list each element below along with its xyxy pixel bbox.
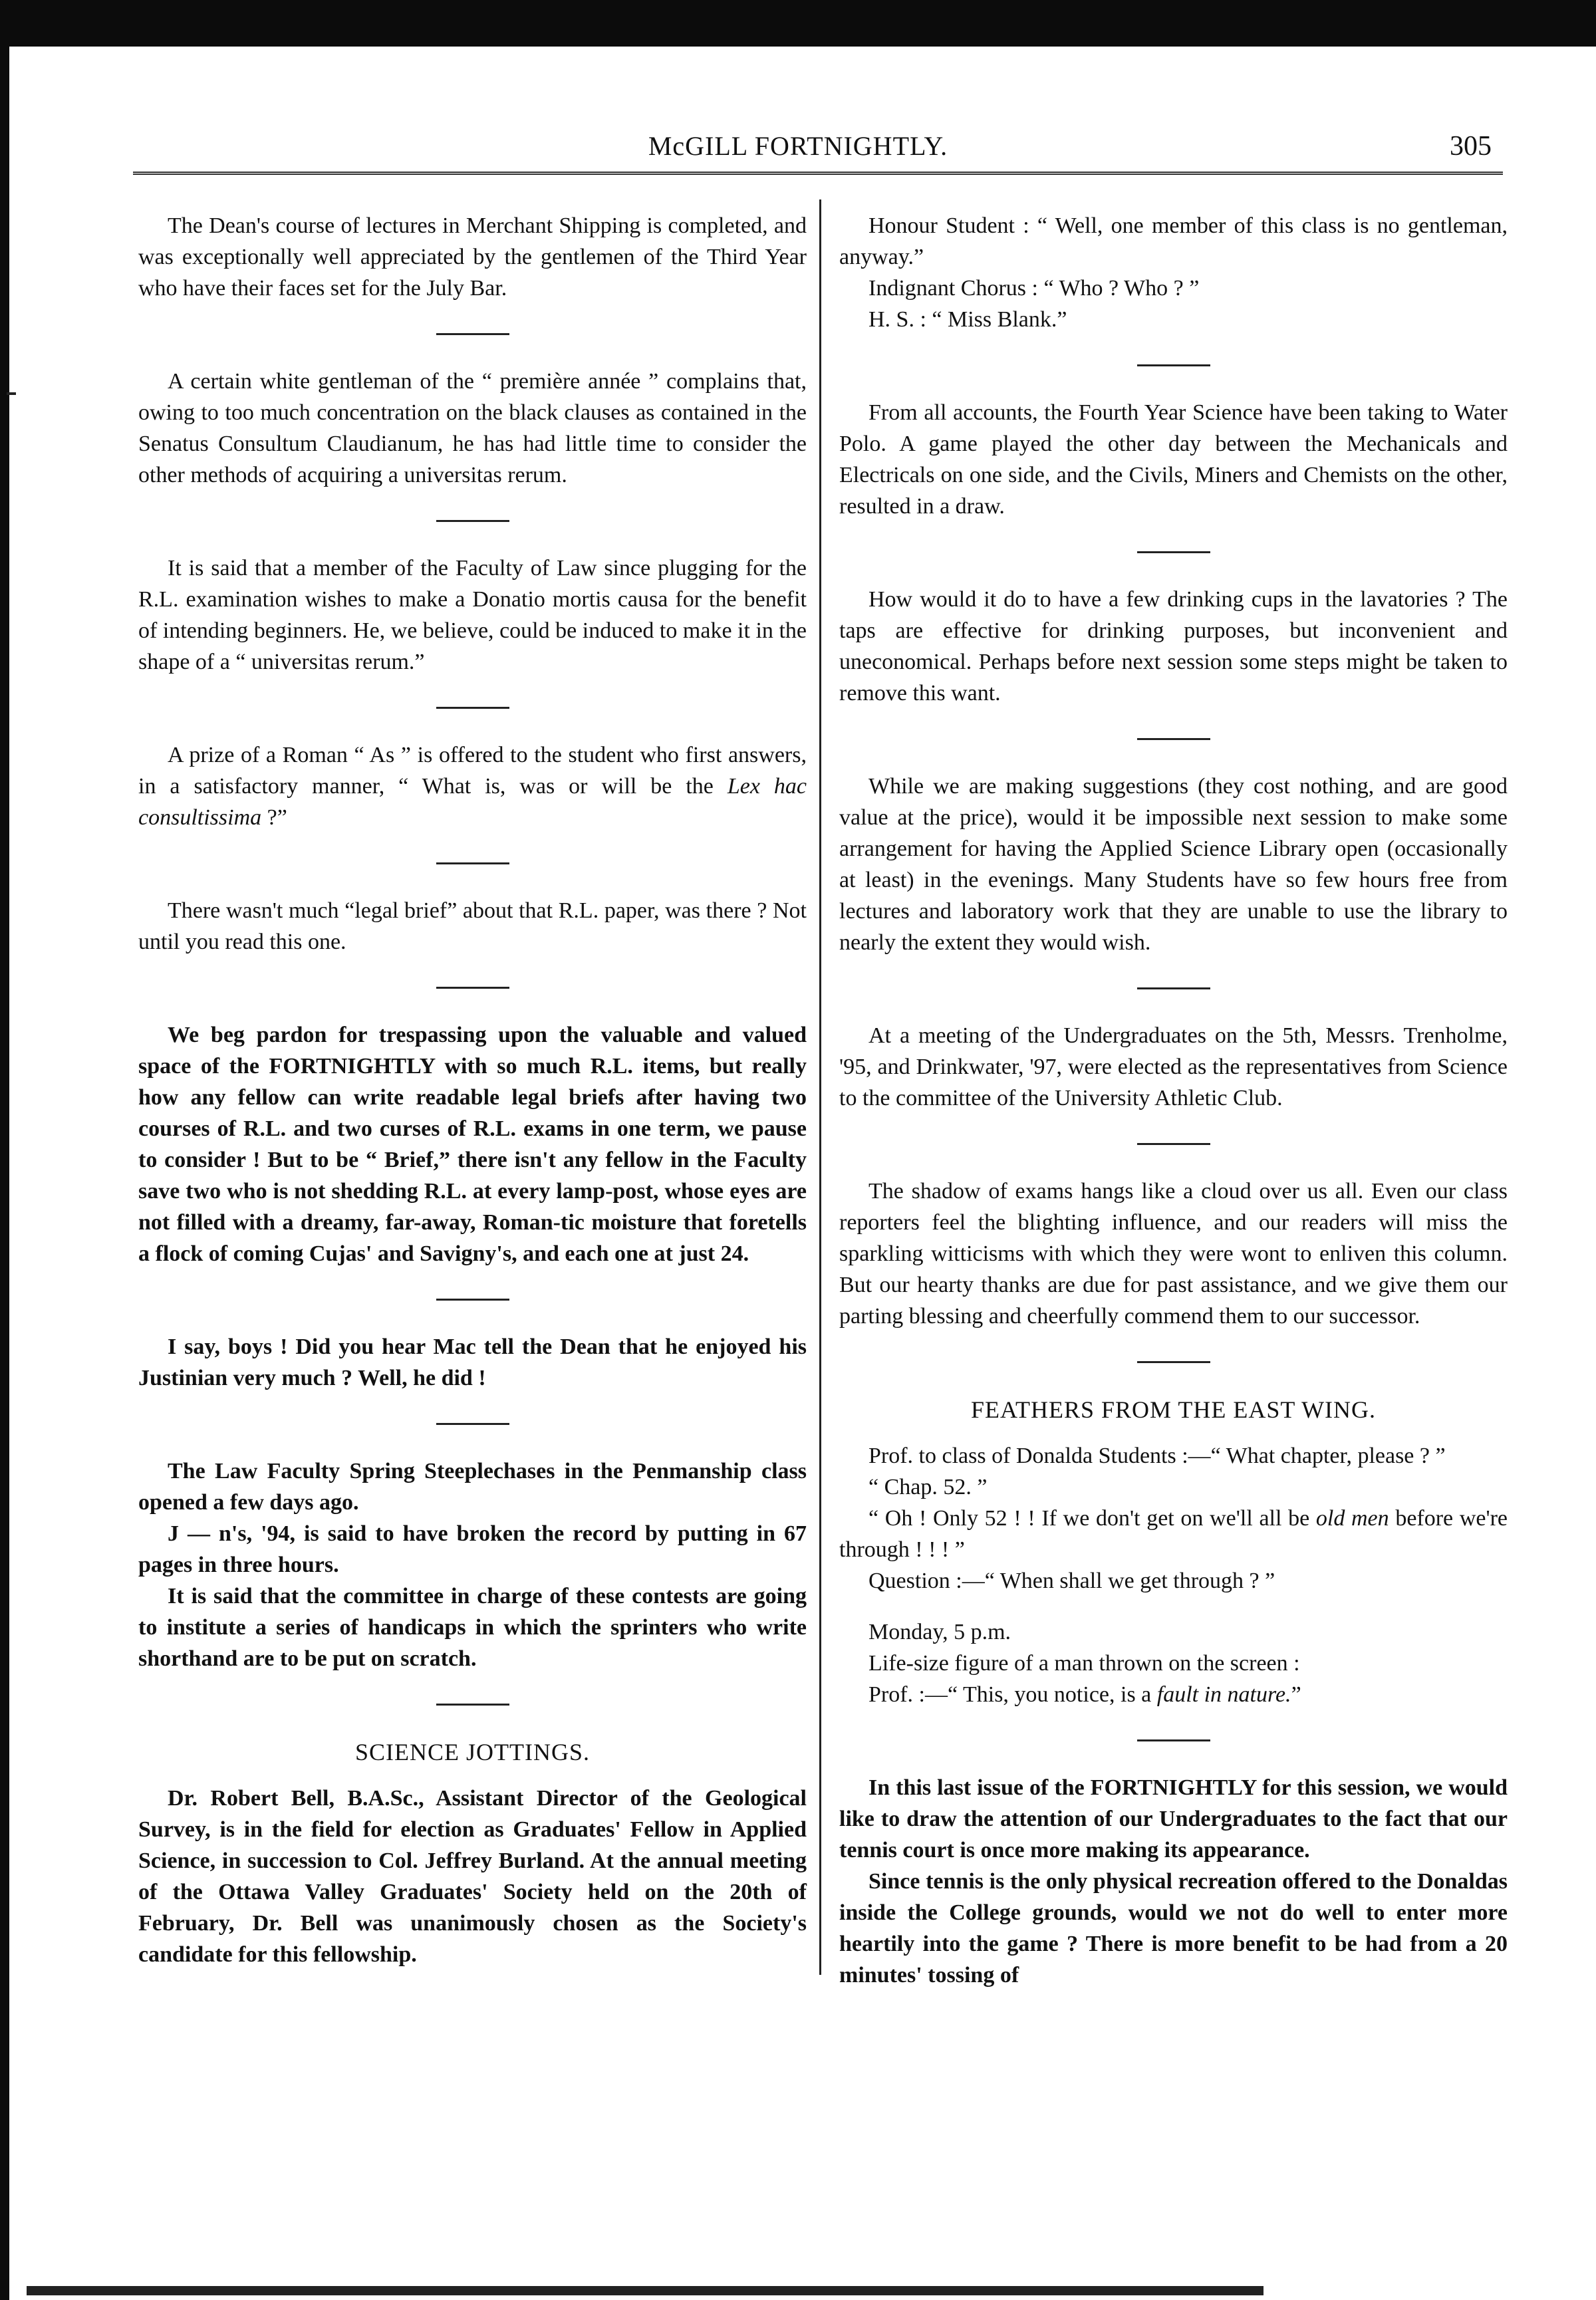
italic-text: fault in nature. xyxy=(1156,1682,1291,1707)
paragraph: A certain white gentleman of the “ première année ” complains that, owing to too much concentration on the black clauses as contained in the Senatus Consultum Claudianum, he has had little time to consider the other methods of acquiring a universitas rerum. xyxy=(138,369,807,487)
paragraph: Prof. to class of Donalda Students :—“ What chapter, please ? ” xyxy=(868,1444,1446,1468)
text-run: ” xyxy=(1291,1682,1301,1707)
paragraph xyxy=(839,1503,1508,1565)
scan-border-left xyxy=(0,0,9,2300)
page-header-title: McGILL FORTNIGHTLY. xyxy=(648,131,948,161)
separator-rule xyxy=(436,1423,509,1425)
paragraph: At a meeting of the Undergraduates on the 5th, Messrs. Trenholme, '95, and Drinkwater, '97, were elected as the representatives from Science to the committee of the University Athletic Club. xyxy=(839,1023,1508,1110)
text-run: “ Oh ! Only 52 ! ! If we don't get on we'll all be xyxy=(868,1506,1316,1531)
column-divider xyxy=(819,199,821,1975)
separator-rule xyxy=(436,1704,509,1706)
separator-rule xyxy=(1137,551,1210,553)
separator-rule xyxy=(436,1299,509,1301)
paragraph: We beg pardon for trespassing upon the valuable and valued space of the FORTNIGHTLY with so much R.L. items, but really how any fellow can write readable legal briefs after having two courses of R.L. and two curses of R.L. exams in one term, we pause to consider ! But to be “ Brief,” there isn't any fellow in the Faculty save two who is not shedding R.L. at every lamp-post, whose eyes are not filled with a dreamy, far-away, Roman-tic moisture that foretells a flock of coming Cujas' and Savigny's, and each one at just 24. xyxy=(138,1023,807,1266)
italic-text: Lex hac consultissima xyxy=(138,774,807,830)
separator-rule xyxy=(436,862,509,864)
left-column xyxy=(138,210,807,1970)
paragraph: How would it do to have a few drinking cups in the lavatories ? The taps are effective for drinking purposes, but inconvenient and uneconomical. Perhaps before next session some steps might be taken to remove this want. xyxy=(839,587,1508,705)
paragraph: The Law Faculty Spring Steeplechases in the Penmanship class opened a few days ago. xyxy=(138,1459,807,1515)
paragraph: The shadow of exams hangs like a cloud over us all. Even our class reporters feel the blighting influence, and our readers will miss the sparkling witticisms with which they were wont to enliven this column. But our hearty thanks are due for past assistance, and we give them our parting blessing and cheerfully commend them to our successor. xyxy=(839,1179,1508,1329)
paragraph: Question :—“ When shall we get through ? ” xyxy=(868,1569,1275,1593)
dialogue-line: Honour Student : “ Well, one member of this class is no gentleman, anyway.” xyxy=(839,213,1508,269)
text-run: A prize of a Roman “ As ” is offered to the student who first answers, in a satisfactory manner, “ What is, was or will be the xyxy=(138,743,807,799)
paragraph: Dr. Robert Bell, B.A.Sc., Assistant Director of the Geological Survey, is in the field for election as Graduates' Fellow in Applied Science, in succession to Col. Jeffrey Burland. At the annual meeting of the Ottawa Valley Graduates' Society held on the 20th of February, Dr. Bell was unanimously chosen as the Society's candidate for this fellowship. xyxy=(138,1786,807,1967)
paragraph: There wasn't much “legal brief” about that R.L. paper, was there ? Not until you read this one. xyxy=(138,898,807,954)
paragraph: Life-size figure of a man thrown on the screen : xyxy=(868,1651,1300,1676)
right-column xyxy=(839,210,1508,1991)
paragraph: It is said that the committee in charge of these contests are going to institute a series of handicaps in which the sprinters who write shorthand are to be put on scratch. xyxy=(138,1584,807,1671)
scan-border-top xyxy=(0,0,1596,47)
paragraph: Since tennis is the only physical recreation offered to the Donaldas inside the College grounds, would we not do well to enter more heartily into the game ? There is more benefit to be had from a 20 minutes' tossing of xyxy=(839,1869,1508,1987)
separator-rule xyxy=(1137,738,1210,740)
separator-rule xyxy=(1137,1143,1210,1145)
section-heading: SCIENCE JOTTINGS. xyxy=(354,1739,590,1765)
paragraph: It is said that a member of the Faculty of Law since plugging for the R.L. examination wishes to make a Donatio mortis causa for the benefit of intending beginners. He, we believe, could be induced to make it in the shape of a “ universitas rerum.” xyxy=(138,556,807,674)
paragraph: J — n's, '94, is said to have broken the record by putting in 67 pages in three hours. xyxy=(138,1521,807,1577)
scan-border-bottom xyxy=(27,2286,1264,2295)
dialogue-line: H. S. : “ Miss Blank.” xyxy=(868,307,1067,332)
page-number: 305 xyxy=(1450,131,1492,162)
section-heading: FEATHERS FROM THE EAST WING. xyxy=(970,1396,1377,1423)
scan-mark xyxy=(7,392,16,395)
bold-section xyxy=(138,1019,807,1706)
separator-rule xyxy=(436,987,509,989)
spacer xyxy=(839,1597,1508,1616)
paragraph xyxy=(138,739,807,833)
paragraph: The Dean's course of lectures in Merchant Shipping is completed, and was exceptionally well appreciated by the gentlemen of the Third Year who have their faces set for the July Bar. xyxy=(138,213,807,301)
separator-rule xyxy=(1137,1361,1210,1363)
separator-rule xyxy=(436,333,509,335)
dialogue-line: Indignant Chorus : “ Who ? Who ? ” xyxy=(868,276,1200,301)
text-run: ?” xyxy=(261,805,287,830)
separator-rule xyxy=(1137,1739,1210,1741)
paragraph: “ Chap. 52. ” xyxy=(868,1475,988,1499)
separator-rule xyxy=(1137,987,1210,989)
separator-rule xyxy=(436,707,509,709)
paragraph: While we are making suggestions (they cost nothing, and are good value at the price), would it be impossible next session to make some arrangement for having the Applied Science Library open (occasionally at least) in the evenings. Many Students have so few hours free from lectures and laboratory work that they are unable to use the library to nearly the extent they would wish. xyxy=(839,774,1508,955)
bold-section xyxy=(138,1783,807,1970)
paragraph: I say, boys ! Did you hear Mac tell the Dean that he enjoyed his Justinian very much ? Well, he did ! xyxy=(138,1335,807,1390)
separator-rule xyxy=(436,520,509,522)
header-rule xyxy=(133,172,1503,175)
bold-section xyxy=(839,1772,1508,1991)
text-run: before we're through ! ! ! ” xyxy=(839,1506,1508,1562)
paragraph: Monday, 5 p.m. xyxy=(868,1620,1011,1644)
paragraph: From all accounts, the Fourth Year Science have been taking to Water Polo. A game played the other day between the Mechanicals and Electricals on one side, and the Civils, Miners and Chemists on the other, resulted in a draw. xyxy=(839,400,1508,519)
italic-text: old men xyxy=(1315,1506,1389,1531)
paragraph xyxy=(839,1679,1508,1710)
paragraph: In this last issue of the FORTNIGHTLY for this session, we would like to draw the attention of our Undergraduates to the fact that our tennis court is once more making its appearance. xyxy=(839,1775,1508,1862)
separator-rule xyxy=(1137,364,1210,366)
text-run: Prof. :—“ This, you notice, is a xyxy=(868,1682,1157,1707)
